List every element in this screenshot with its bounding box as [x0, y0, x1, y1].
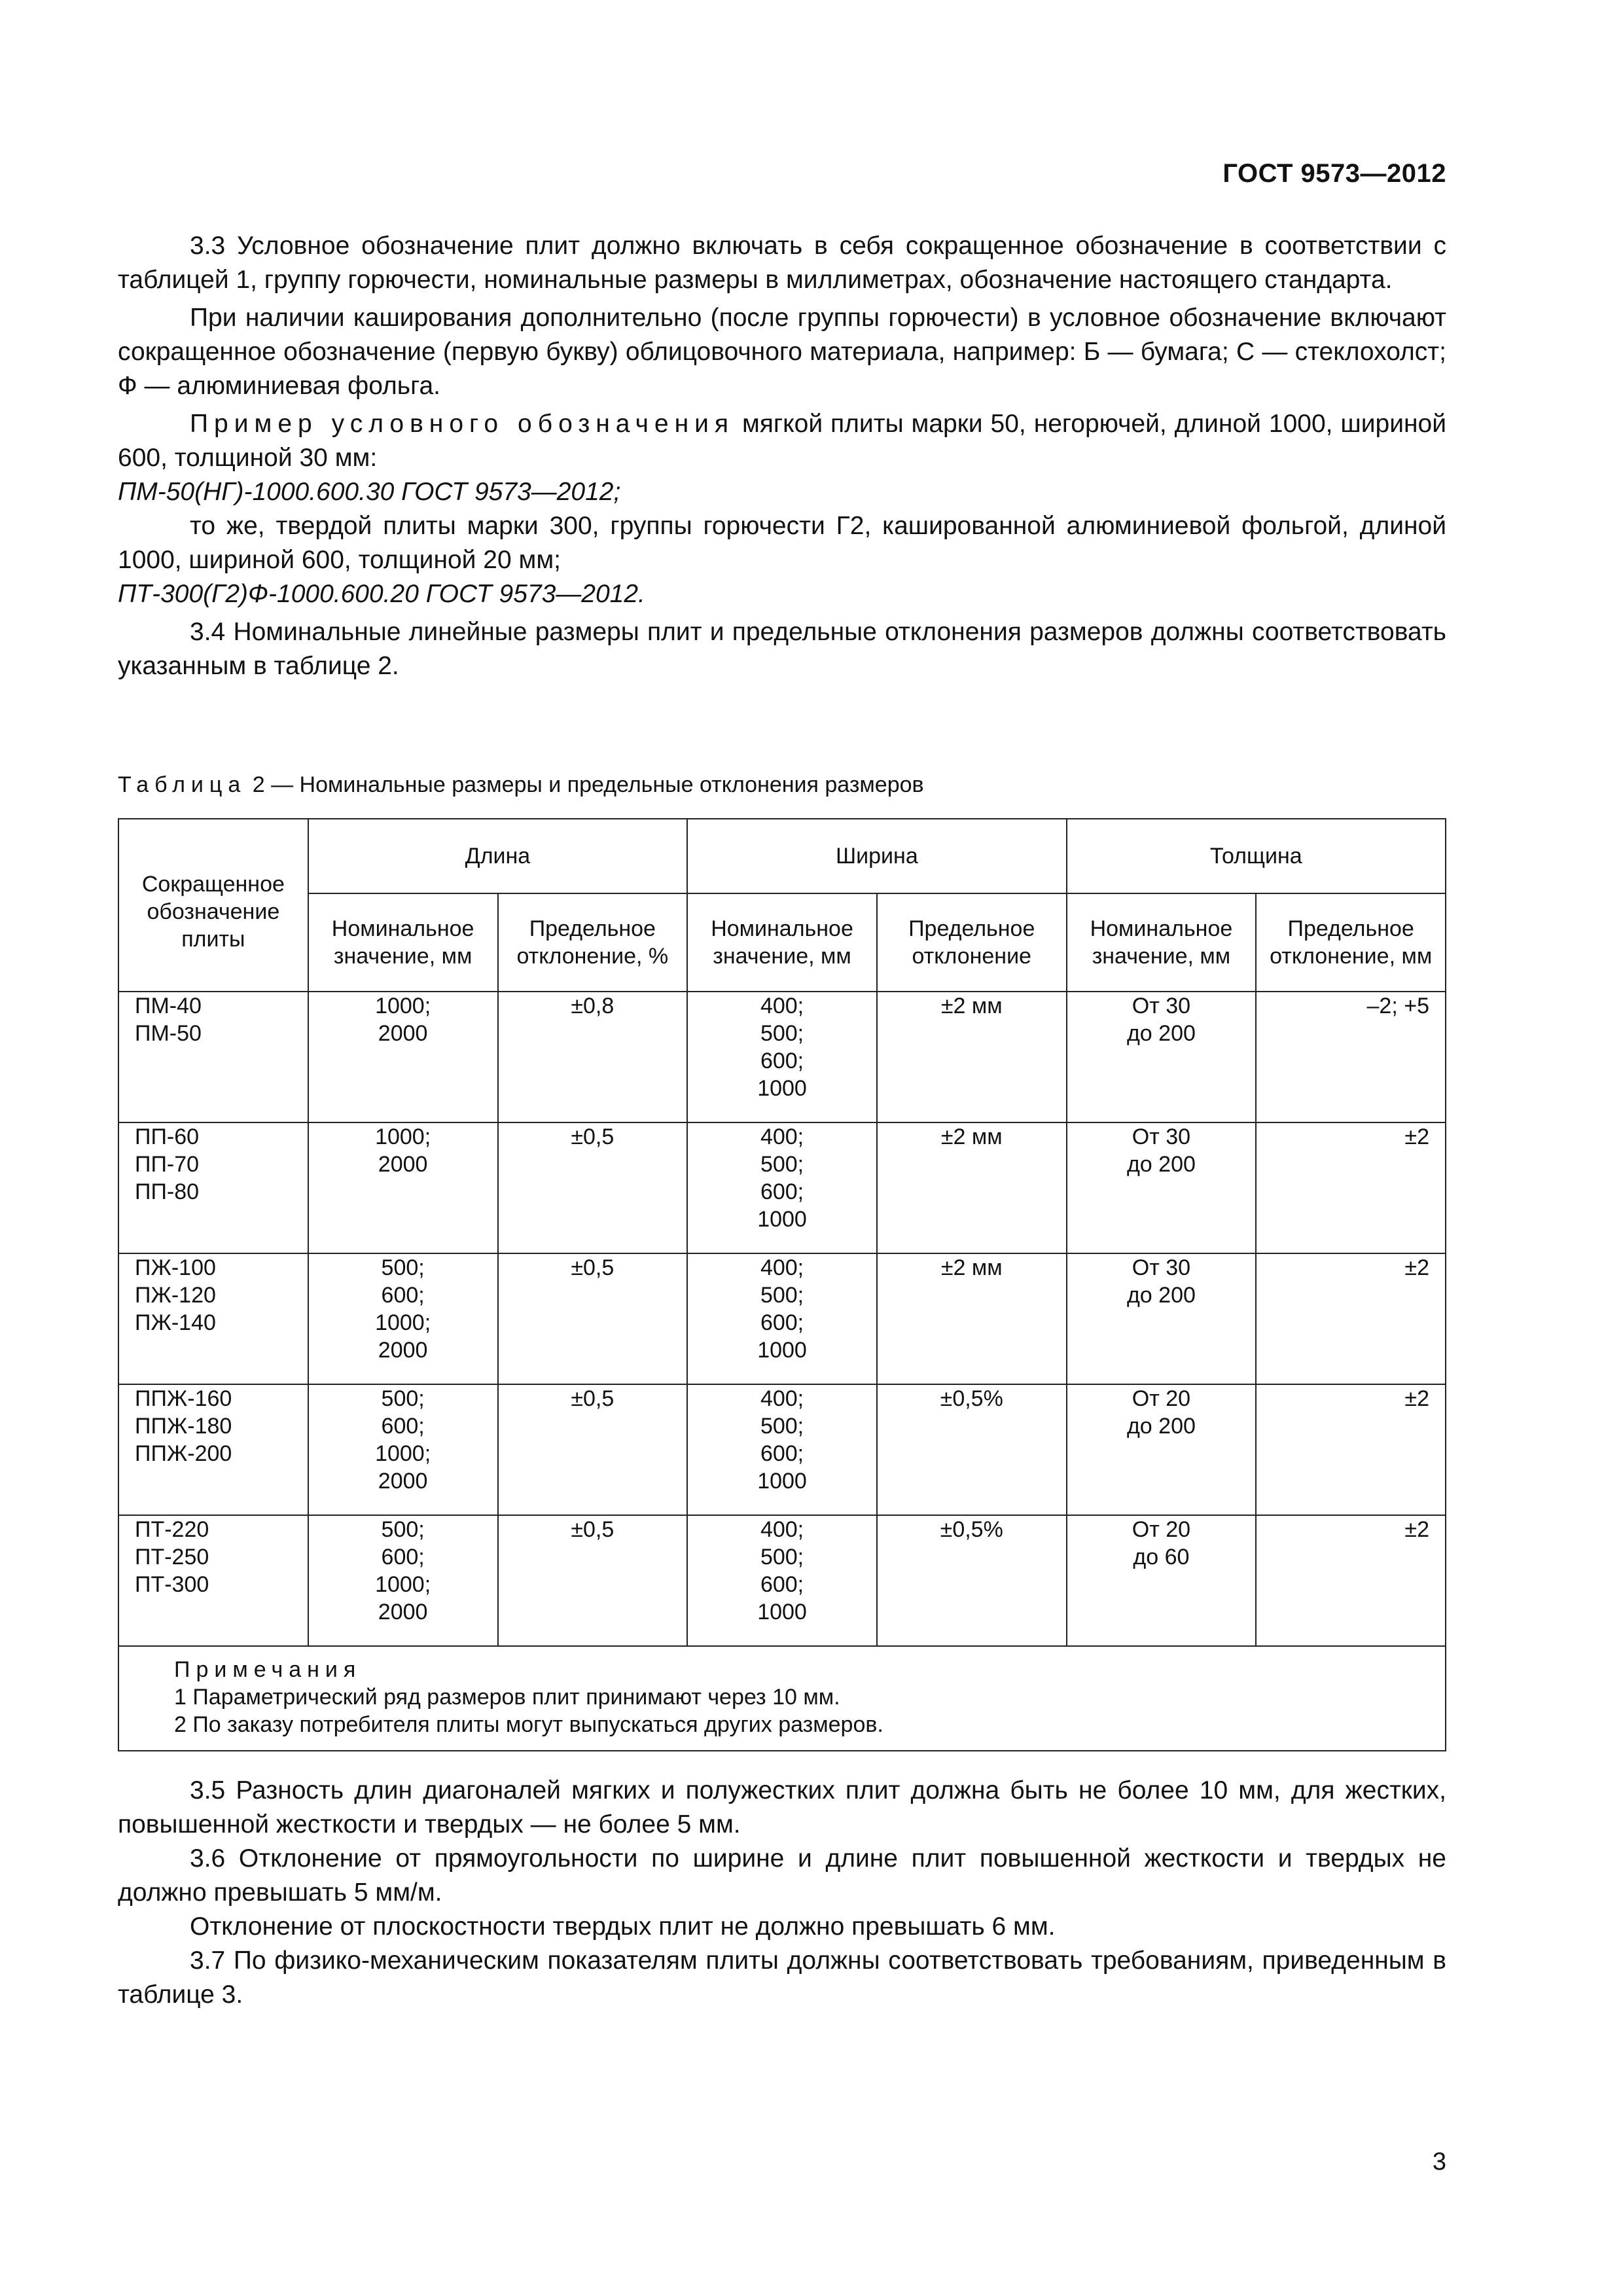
cell-thickness: От 30 до 200 — [1067, 1122, 1257, 1253]
cell-length-deviation: ±0,8 — [498, 992, 688, 1122]
cell-width-deviation: ±2 мм — [877, 1122, 1067, 1253]
paragraph-3-4: 3.4 Номинальные линейные размеры плит и предельные отклонения размеров должны соответствовать указанным в таблице 2. — [118, 618, 1446, 680]
paragraph-flatness: Отклонение от плоскостности твердых плит не должно превышать 6 мм. — [190, 1912, 1056, 1941]
table-caption-text: 2 — Номинальные размеры и предельные отклонения размеров — [246, 772, 924, 797]
header-length-deviation: Предельное отклонение, % — [498, 893, 688, 992]
document-code: ГОСТ 9573—2012 — [1222, 159, 1446, 188]
paragraph-3-6: 3.6 Отклонение от прямоугольности по ширине и длине плит повышенной жесткости и твердых не должно превышать 5 мм/м. — [118, 1844, 1446, 1907]
table-row — [118, 1253, 1446, 1384]
cell-thickness-deviation: ±2 — [1256, 1253, 1446, 1384]
cell-width: 400; 500; 600; 1000 — [687, 1515, 877, 1646]
cell-thickness-deviation: ±2 — [1256, 1515, 1446, 1646]
header-width: Ширина — [687, 819, 1066, 893]
table-row — [118, 1122, 1446, 1253]
formula-1: ПМ-50(НГ)-1000.600.30 ГОСТ 9573—2012; — [118, 478, 621, 506]
table-row — [118, 1384, 1446, 1515]
cell-thickness: От 20 до 200 — [1067, 1384, 1257, 1515]
note-item-2: 2 По заказу потребителя плиты могут выпускаться других размеров. — [174, 1712, 883, 1737]
table-header-row-1 — [118, 819, 1446, 893]
cell-width: 400; 500; 600; 1000 — [687, 1384, 877, 1515]
note-item-1: 1 Параметрический ряд размеров плит принимают через 10 мм. — [174, 1685, 840, 1710]
cell-width-deviation: ±0,5% — [877, 1515, 1067, 1646]
header-thickness-nominal: Номинальное значение, мм — [1067, 893, 1257, 992]
cell-thickness-deviation: –2; +5 — [1256, 992, 1446, 1122]
cell-length-deviation: ±0,5 — [498, 1122, 688, 1253]
cell-name: ПЖ-100 ПЖ-120 ПЖ-140 — [118, 1253, 308, 1384]
after-section — [118, 1774, 1446, 2012]
formula-2: ПТ-300(Г2)Ф-1000.600.20 ГОСТ 9573—2012. — [118, 580, 645, 608]
cell-length-deviation: ±0,5 — [498, 1384, 688, 1515]
table-notes — [118, 1647, 1446, 1751]
paragraph-example — [118, 407, 1446, 475]
cell-length: 500; 600; 1000; 2000 — [308, 1384, 498, 1515]
dimensions-table — [118, 818, 1446, 1647]
paragraph-same: то же, твердой плиты марки 300, группы горючести Г2, кашированной алюминиевой фольгой, длиной 1000, шириной 600, толщиной 20 мм; — [118, 512, 1446, 574]
table-body — [118, 992, 1446, 1646]
table-row — [118, 1515, 1446, 1646]
cell-thickness-deviation: ±2 — [1256, 1384, 1446, 1515]
example-label: Пример условного обозначения — [190, 410, 735, 438]
cell-length-deviation: ±0,5 — [498, 1253, 688, 1384]
cell-width: 400; 500; 600; 1000 — [687, 1253, 877, 1384]
header-length-nominal: Номинальное значение, мм — [308, 893, 498, 992]
header-thickness-deviation: Предельное отклонение, мм — [1256, 893, 1446, 992]
paragraph-3-7: 3.7 По физико-механическим показателям плиты должны соответствовать требованиям, приведенным в таблице 3. — [118, 1946, 1446, 2009]
cell-thickness: От 30 до 200 — [1067, 992, 1257, 1122]
header-width-nominal: Номинальное значение, мм — [687, 893, 877, 992]
cell-name: ПП-60 ПП-70 ПП-80 — [118, 1122, 308, 1253]
cell-thickness-deviation: ±2 — [1256, 1122, 1446, 1253]
paragraph-3-3: 3.3 Условное обозначение плит должно включать в себя сокращенное обозначение в соответствии с таблицей 1, группу горючести, номинальные размеры в миллиметрах, обозначение настоящего стандарта. — [118, 232, 1446, 294]
notes-title: Примечания — [174, 1657, 362, 1682]
cell-thickness: От 20 до 60 — [1067, 1515, 1257, 1646]
cell-thickness: От 30 до 200 — [1067, 1253, 1257, 1384]
intro-section — [118, 229, 1446, 683]
cell-name: ПТ-220 ПТ-250 ПТ-300 — [118, 1515, 308, 1646]
cell-length-deviation: ±0,5 — [498, 1515, 688, 1646]
table-header-row-2 — [118, 893, 1446, 992]
header-thickness: Толщина — [1067, 819, 1446, 893]
example-text: мягкой плиты марки 50, негорючей, длиной 1000, шириной 600, толщиной 30 мм: — [118, 410, 1446, 472]
cell-width-deviation: ±2 мм — [877, 1253, 1067, 1384]
header-length: Длина — [308, 819, 687, 893]
cell-width-deviation: ±2 мм — [877, 992, 1067, 1122]
header-width-deviation: Предельное отклонение — [877, 893, 1067, 992]
paragraph-3-5: 3.5 Разность длин диагоналей мягких и полужестких плит должна быть не более 10 мм, для жестких, повышенной жесткости и твердых — не более 5 мм. — [118, 1776, 1446, 1839]
paragraph-kashirovanie: При наличии каширования дополнительно (после группы горючести) в условное обозначение включают сокращенное обозначение (первую букву) облицовочного материала, например: Б — бумага; С — стеклохолст; Ф — алюминиевая фольга. — [118, 304, 1446, 400]
cell-length: 500; 600; 1000; 2000 — [308, 1515, 498, 1646]
page-number: 3 — [1432, 2148, 1446, 2176]
cell-length: 500; 600; 1000; 2000 — [308, 1253, 498, 1384]
cell-name: ПМ-40 ПМ-50 — [118, 992, 308, 1122]
cell-width-deviation: ±0,5% — [877, 1384, 1067, 1515]
cell-width: 400; 500; 600; 1000 — [687, 992, 877, 1122]
cell-length: 1000; 2000 — [308, 992, 498, 1122]
table-caption — [118, 772, 924, 798]
cell-name: ППЖ-160 ППЖ-180 ППЖ-200 — [118, 1384, 308, 1515]
cell-length: 1000; 2000 — [308, 1122, 498, 1253]
table-caption-label: Таблица — [118, 772, 247, 797]
header-abbr: Сокращенное обозначение плиты — [118, 819, 308, 992]
cell-width: 400; 500; 600; 1000 — [687, 1122, 877, 1253]
table-row — [118, 992, 1446, 1122]
